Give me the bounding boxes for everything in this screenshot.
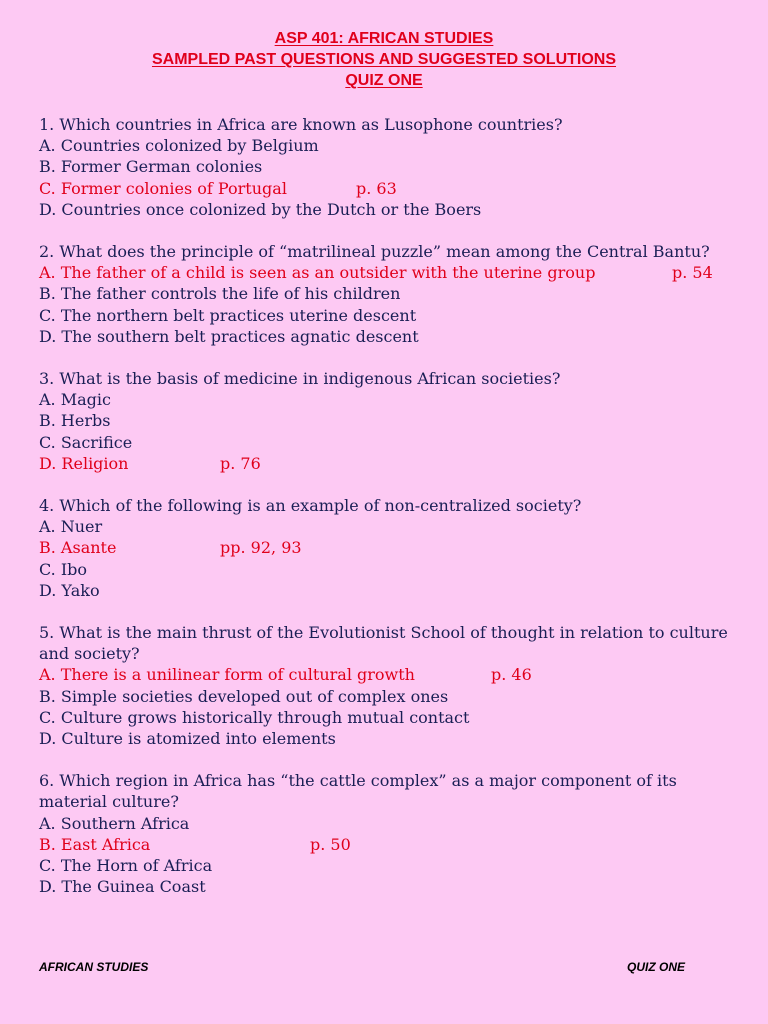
footer-left-label: AFRICAN STUDIES [39,960,149,974]
question-text: 1. Which countries in Africa are known as Lusophone countries? [39,115,563,134]
option-a: A. Nuer [39,517,103,537]
option-text: D. Religion [39,453,129,473]
option-d: D. Countries once colonized by the Dutch or the Boers [39,199,482,219]
option-text: C. Former colonies of Portugal [39,178,287,198]
option-c: C. Sacrifice [39,432,133,452]
option-a: A. Countries colonized by Belgium [39,136,319,156]
option-d: D. Culture is atomized into elements [39,729,336,749]
page-reference: p. 76 [220,453,261,473]
option-a: A. Magic [39,390,111,410]
question-list [39,114,739,919]
correct-option-a [39,664,739,685]
option-a: A. Southern Africa [39,813,190,833]
option-c: C. Culture grows historically through mutual contact [39,707,470,727]
question-text: 4. Which of the following is an example of non-centralized society? [39,496,582,516]
page-reference: p. 54 [672,263,713,283]
quiz-title: QUIZ ONE [345,72,423,89]
page-reference: p. 63 [356,178,397,198]
option-c: C. The Horn of Africa [39,856,213,876]
question-3 [39,368,739,474]
option-b: B. Simple societies developed out of complex ones [39,686,449,706]
question-text: 6. Which region in Africa has “the cattle complex” as a major component of its material culture? [39,771,677,812]
option-d: D. The southern belt practices agnatic descent [39,326,419,346]
question-6 [39,770,739,897]
option-text: B. East Africa [39,834,151,854]
option-b: B. Former German colonies [39,157,263,177]
option-d: D. The Guinea Coast [39,877,206,897]
question-4 [39,495,739,601]
page-reference: p. 50 [310,834,351,854]
option-c: C. The northern belt practices uterine descent [39,305,417,325]
page-reference: p. 46 [491,665,532,685]
document-header [0,28,768,91]
correct-option-d [39,453,739,474]
question-5 [39,622,739,749]
correct-option-b [39,537,739,558]
course-title: ASP 401: AFRICAN STUDIES [274,30,494,47]
option-c: C. Ibo [39,559,88,579]
correct-option-a [39,262,739,283]
option-text: A. There is a unilinear form of cultural growth [39,665,415,685]
option-d: D. Yako [39,580,100,600]
option-text: A. The father of a child is seen as an outsider with the uterine group [39,263,596,283]
question-text: 5. What is the main thrust of the Evolutionist School of thought in relation to culture and society? [39,623,728,664]
footer-right-label: QUIZ ONE [627,960,686,974]
option-b: B. Herbs [39,411,111,431]
question-2 [39,241,739,347]
question-1 [39,114,739,220]
correct-option-b [39,834,739,855]
option-text: B. Asante [39,538,117,558]
page-reference: pp. 92, 93 [220,538,302,558]
question-text: 3. What is the basis of medicine in indigenous African societies? [39,369,561,389]
question-text: 2. What does the principle of “matrilineal puzzle” mean among the Central Bantu? [39,242,710,262]
correct-option-c [39,178,739,199]
document-subtitle: SAMPLED PAST QUESTIONS AND SUGGESTED SOLUTIONS [151,51,617,68]
option-b: B. The father controls the life of his children [39,284,401,304]
